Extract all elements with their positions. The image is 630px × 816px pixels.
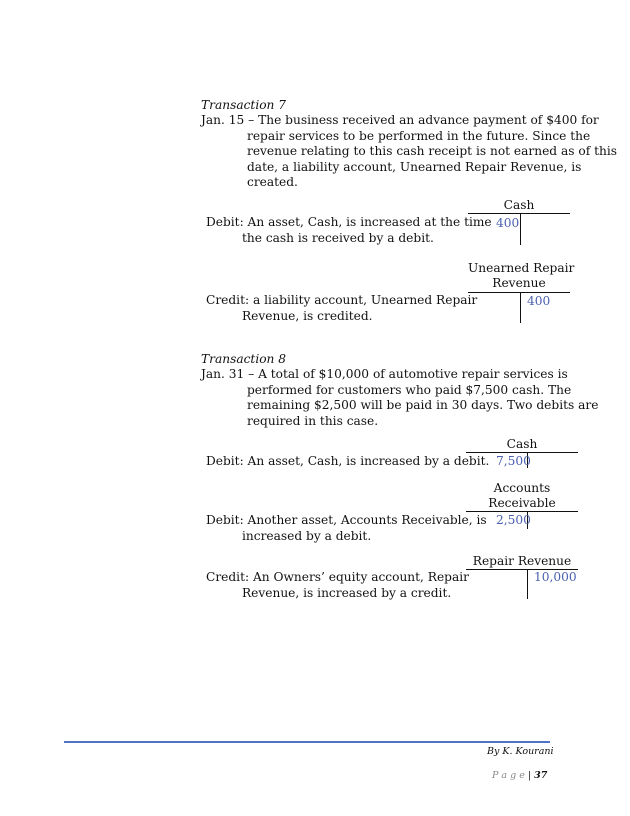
transaction-description-line: revenue relating to this cash receipt is not earned as of this — [247, 144, 617, 158]
entry-explanation: Credit: An Owners’ equity account, Repair — [206, 570, 469, 584]
transaction-description-line: repair services to be performed in the future. Since the — [247, 128, 591, 143]
transaction-description-line: Jan. 15 – The business received an advance payment of $400 for — [201, 113, 599, 127]
t-account-top-rule — [466, 452, 578, 453]
entry-explanation: Revenue, is credited. — [242, 308, 373, 323]
transaction-title: Transaction 7 — [201, 98, 287, 112]
t-account-top-rule — [466, 511, 578, 512]
page-number: P a g e | 37 — [492, 770, 548, 781]
entry-explanation: Debit: Another asset, Accounts Receivable, is — [206, 513, 487, 527]
t-account-title: Cash — [503, 198, 535, 212]
transaction-title: Transaction 8 — [201, 352, 287, 366]
transaction-description-line: remaining $2,500 will be paid in 30 days. Two debits are — [247, 398, 599, 412]
t-account-title: Repair Revenue — [472, 554, 572, 568]
t-account-credit-value: 400 — [527, 294, 551, 308]
t-account-title: Revenue — [492, 276, 546, 290]
t-account-credit-value: 10,000 — [534, 570, 577, 584]
entry-explanation: Revenue, is increased by a credit. — [242, 585, 452, 600]
t-account-title: Cash — [506, 437, 538, 451]
transaction-description-line: created. — [247, 175, 298, 189]
t-account-top-rule — [468, 292, 570, 293]
t-account-debit-value: 2,500 — [496, 513, 531, 527]
t-account-divider — [520, 292, 521, 323]
page-number-value: 37 — [534, 770, 548, 781]
t-account-divider — [520, 213, 521, 245]
entry-explanation: Debit: An asset, Cash, is increased by a debit. — [206, 454, 490, 468]
page-label: P a g e — [492, 770, 525, 781]
entry-explanation: increased by a debit. — [242, 528, 372, 543]
transaction-description-line: Jan. 31 – A total of $10,000 of automotive repair services is — [201, 367, 568, 381]
transaction-description-line: required in this case. — [247, 413, 379, 428]
t-account-debit-value: 400 — [496, 216, 520, 230]
footer-rule — [64, 741, 550, 743]
t-account-title: Unearned Repair — [468, 261, 575, 275]
entry-explanation: the cash is received by a debit. — [242, 230, 434, 245]
entry-explanation: Debit: An asset, Cash, is increased at the time — [206, 215, 492, 229]
t-account-title: Receivable — [488, 496, 556, 510]
footer-author: By K. Kourani — [487, 746, 554, 757]
t-account-top-rule — [468, 213, 570, 214]
t-account-divider — [527, 569, 528, 599]
transaction-description-line: date, a liability account, Unearned Repair Revenue, is — [247, 159, 582, 174]
t-account-title: Accounts — [493, 481, 551, 495]
entry-explanation: Credit: a liability account, Unearned Repair — [206, 293, 478, 307]
transaction-description-line: performed for customers who paid $7,500 cash. The — [247, 382, 572, 397]
t-account-debit-value: 7,500 — [496, 454, 531, 468]
